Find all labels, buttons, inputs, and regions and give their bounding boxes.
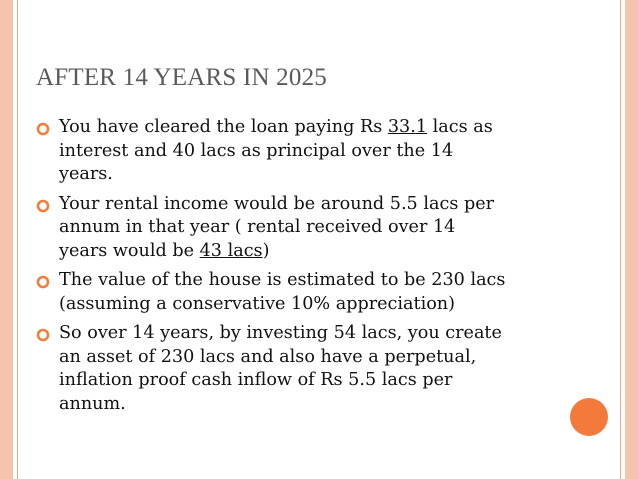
- slide-title: AFTER 14 YEARS IN 2025: [36, 64, 327, 91]
- bullet-line: [59, 293, 556, 317]
- right-border-band: [625, 0, 638, 479]
- bullet-text: years.: [59, 164, 113, 184]
- bullet-text: an asset of 230 lacs and also have a perpetual,: [59, 346, 477, 367]
- bullet-line: [59, 216, 556, 240]
- right-border-line: [620, 0, 621, 479]
- bullet-item: [36, 116, 556, 187]
- ring-bullet-icon: [36, 199, 50, 213]
- bullet-text: lacs as: [427, 117, 493, 137]
- underlined-value: 33.1: [387, 117, 428, 137]
- bullet-line: [59, 163, 556, 187]
- bullet-text: So over 14 years, by investing 54 lacs, you create: [59, 323, 502, 343]
- bullet-line: [59, 369, 556, 393]
- bullet-line: [59, 269, 556, 293]
- ring-bullet-icon: [36, 122, 50, 136]
- orange-circle-icon: [570, 398, 608, 436]
- bullet-text: annum.: [59, 393, 126, 414]
- bullet-line: [59, 240, 556, 264]
- bullet-item: [36, 269, 556, 316]
- bullet-text: inflation proof cash inflow of Rs 5.5 lacs per: [59, 370, 453, 390]
- ring-bullet-icon: [36, 328, 50, 342]
- bullet-line: [59, 393, 556, 417]
- ring-bullet-icon: [36, 275, 50, 289]
- bullet-text: ): [262, 240, 270, 261]
- left-border-line: [17, 0, 18, 479]
- bullet-text: interest and 40 lacs as principal over the 14: [59, 140, 454, 161]
- bullet-text: The value of the house is estimated to be 230 lacs: [59, 270, 506, 290]
- underlined-value: 43 lacs: [199, 240, 263, 261]
- bullet-text: annum in that year ( rental received over 14: [59, 217, 456, 237]
- bullet-text: Your rental income would be around 5.5 lacs per: [59, 193, 495, 214]
- bullet-item: [36, 193, 556, 264]
- bullet-item: [36, 322, 556, 416]
- left-border-band: [0, 0, 13, 479]
- bullet-text: years would be: [59, 240, 200, 261]
- bullet-text: You have cleared the loan paying Rs: [59, 117, 388, 137]
- bullet-text: (assuming a conservative 10% appreciation): [59, 293, 456, 314]
- bullet-line: [59, 193, 556, 217]
- bullet-list: [36, 116, 556, 422]
- bullet-line: [59, 116, 556, 140]
- bullet-line: [59, 322, 556, 346]
- bullet-line: [59, 140, 556, 164]
- bullet-line: [59, 346, 556, 370]
